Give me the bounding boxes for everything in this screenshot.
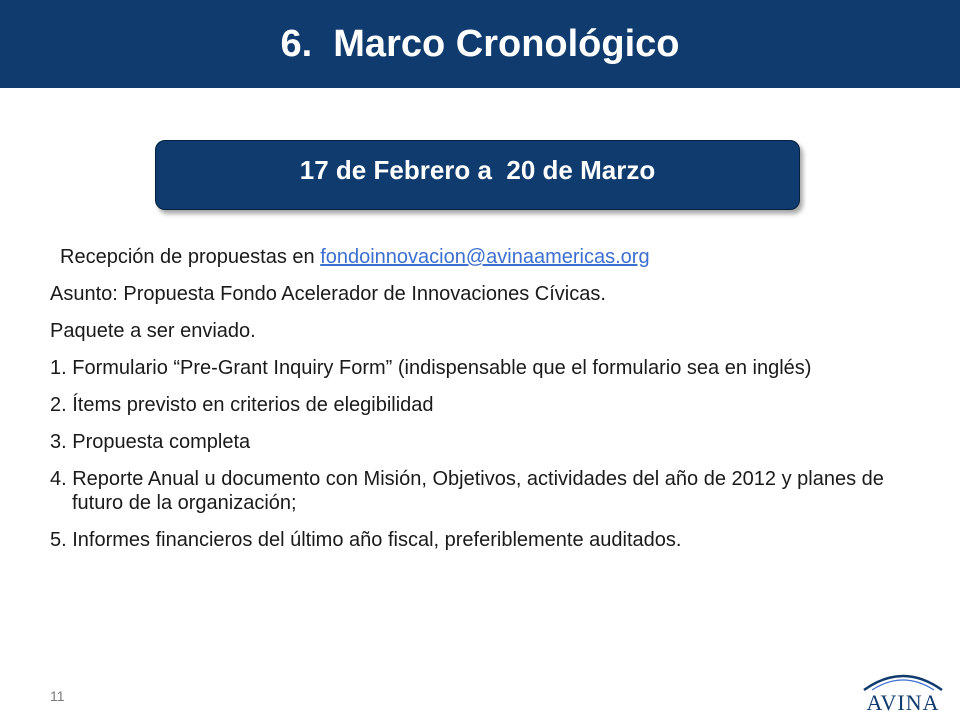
- avina-logo: [858, 660, 948, 714]
- list-item: 3. Propuesta completa: [50, 431, 251, 453]
- logo-wordmark: AVINA: [866, 690, 940, 714]
- list-item: 2. Ítems previsto en criterios de elegibilidad: [50, 394, 434, 416]
- intro-prefix: Recepción de propuestas en: [60, 246, 321, 268]
- list-item: 1. Formulario “Pre-Grant Inquiry Form” (indispensable que el formulario sea en inglés): [50, 357, 812, 379]
- page-number: 11: [50, 688, 65, 704]
- slide-body: [50, 245, 910, 565]
- package-line: Paquete a ser enviado.: [50, 320, 256, 342]
- intro-line: [50, 245, 910, 269]
- subject-line: Asunto: Propuesta Fondo Acelerador de Innovaciones Cívicas.: [50, 283, 606, 305]
- email-link[interactable]: fondoinnovacion@avinaamericas.org: [320, 246, 650, 268]
- date-range-box: [155, 140, 800, 210]
- list-item: 5. Informes financieros del último año fiscal, preferiblemente auditados.: [50, 529, 682, 551]
- date-range-text: 17 de Febrero a 20 de Marzo: [299, 155, 656, 185]
- slide-title: 6. Marco Cronológico: [280, 23, 680, 65]
- list-item: 4. Reporte Anual u documento con Misión, Objetivos, actividades del año de 2012 y planes de futuro de la organización;: [50, 468, 884, 514]
